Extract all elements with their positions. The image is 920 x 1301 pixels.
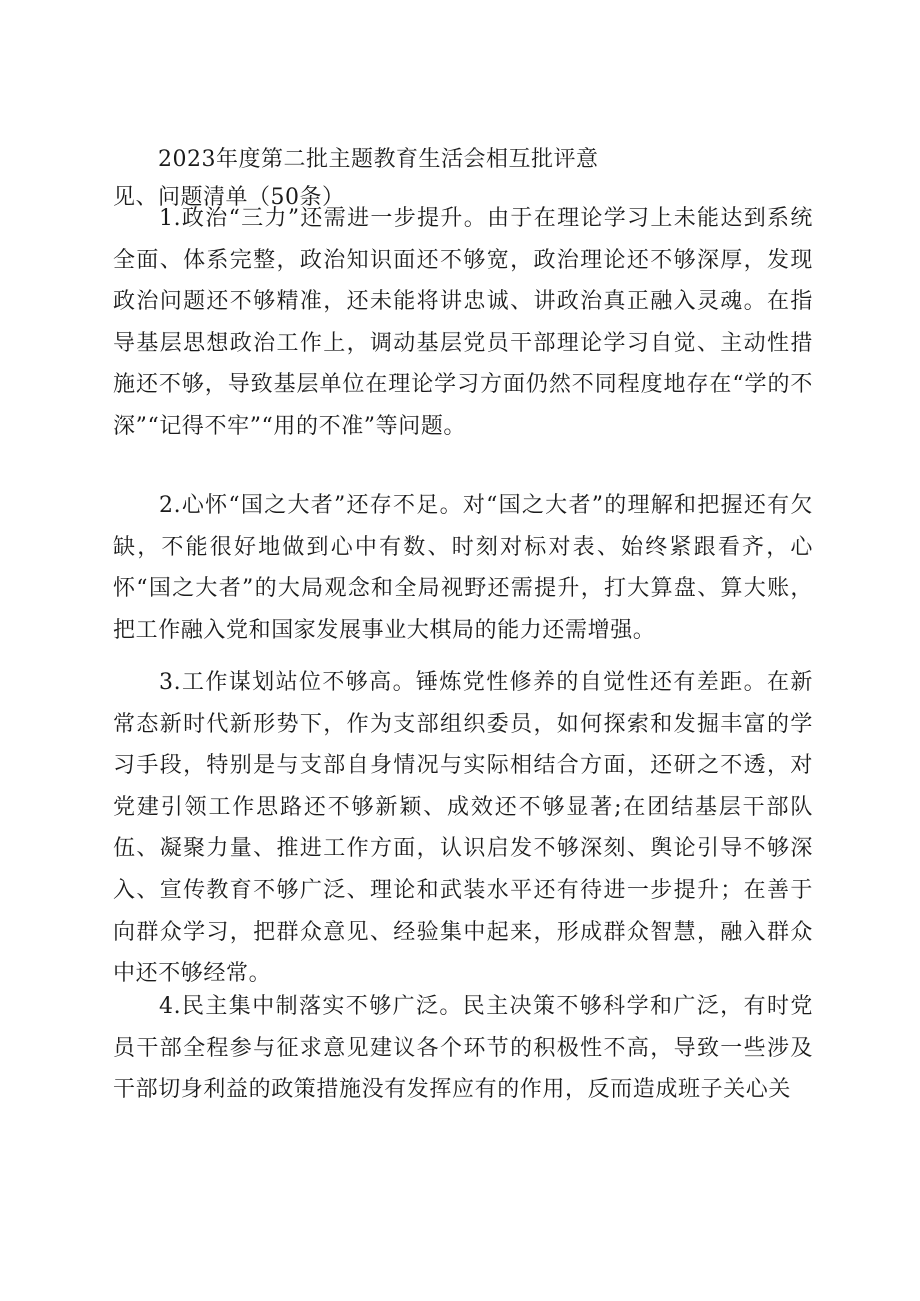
title-line-1: 2023年度第二批主题教育生活会相互批评意: [158, 147, 599, 172]
paragraph-item-2: 2.心怀“国之大者”还存不足。对“国之大者”的理解和把握还有欠缺，不能很好地做到心中有数、时刻对标对表、始终紧跟看齐，心怀“国之大者”的大局观念和全局视野还需提升，打大算盘、算大账，把工作融入党和国家发展事业大棋局的能力还需增强。: [113, 493, 813, 643]
paragraph-item-1: 1.政治“三力”还需进一步提升。由于在理论学习上未能达到系统全面、体系完整，政治知识面还不够宽，政治理论还不够深厚，发现政治问题还不够精准，还未能将讲忠诚、讲政治真正融入灵魂。在指导基层思想政治工作上，调动基层党员干部理论学习自觉、主动性措施还不够，导致基层单位在理论学习方面仍然不同程度地存在“学的不深”“记得不牢”“用的不准”等问题。: [113, 206, 813, 439]
paragraph-item-3: 3.工作谋划站位不够高。锤炼党性修养的自觉性还有差距。在新常态新时代新形势下，作为支部组织委员，如何探索和发掘丰富的学习手段，特别是与支部自身情况与实际相结合方面，还研之不透，对党建引领工作思路还不够新颖、成效还不够显著;在团结基层干部队伍、凝聚力量、推进工作方面，认识启发不够深刻、舆论引导不够深入、宣传教育不够广泛、理论和武装水平还有待进一步提升；在善于向群众学习，把群众意见、经验集中起来，形成群众智慧，融入群众中还不够经常。: [113, 670, 813, 987]
paragraph-item-4: 4.民主集中制落实不够广泛。民主决策不够科学和广泛，有时党员干部全程参与征求意见建议各个环节的积极性不高，导致一些涉及干部切身利益的政策措施没有发挥应有的作用，反而造成班子关心关: [113, 994, 813, 1103]
title-line-2: 见、问题清单（50条）: [113, 185, 345, 210]
